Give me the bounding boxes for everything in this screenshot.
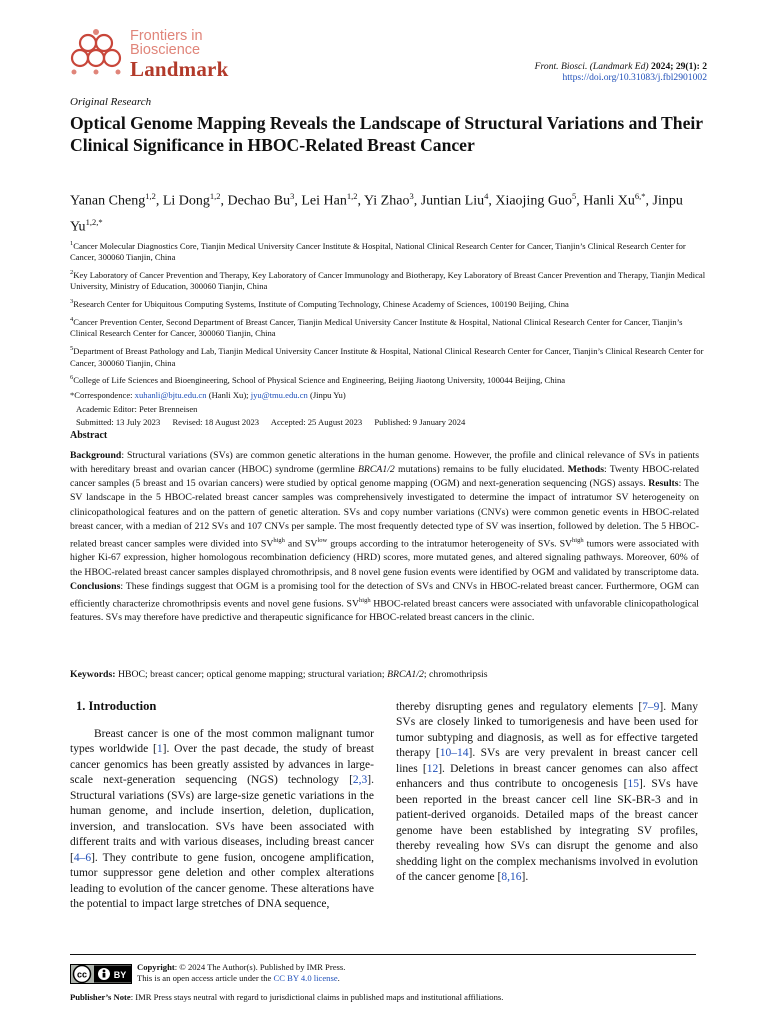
date-published: Published: 9 January 2024 (374, 417, 466, 428)
affiliation-number: 1 (70, 240, 74, 247)
affiliation-number: 4 (70, 316, 74, 324)
affiliation-item (70, 343, 710, 369)
publication-dates (70, 417, 710, 428)
author-name: Yi Zhao (363, 193, 410, 209)
journal-logo (68, 26, 268, 82)
footer-divider (70, 954, 696, 955)
affiliation-item (70, 372, 710, 386)
author-affiliation-marker: 6,* (634, 191, 646, 201)
email-link-yu[interactable]: jyu@tmu.edu.cn (250, 390, 308, 401)
journal-info (535, 61, 707, 83)
paragraph-text: ]. (521, 870, 529, 883)
citation-link[interactable]: 7–9 (642, 701, 660, 713)
author-name: Li Dong (162, 193, 210, 209)
author-affiliation-marker: 1,2,* (85, 216, 103, 227)
abstract-heading: Abstract (70, 430, 108, 441)
date-accepted: Accepted: 25 August 2023 (270, 417, 363, 428)
intro-column-left (70, 727, 374, 912)
paragraph-text: Breast cancer is one of the most common malignant tumor types worldwide [ (70, 728, 374, 756)
intro-column-right (396, 700, 698, 885)
author-name: Dechao Bu (227, 193, 291, 209)
affiliation-text: Research Center for Ubiquitous Computing Systems, Institute of Computing Technology, Chinese Academy of Sciences, 100190 Beijing, China (73, 299, 569, 310)
cc-by-license-icon (70, 964, 132, 984)
citation-link[interactable]: 4–6 (73, 851, 92, 864)
publisher-note: Publisher’s Note: IMR Press stays neutral with regard to jurisdictional claims in published maps and institutional affiliations. (70, 992, 504, 1002)
author-affiliation-marker: 3 (290, 191, 295, 201)
affiliation-item (70, 267, 710, 293)
citation-link[interactable]: 2,3 (352, 774, 368, 787)
author-affiliation-marker: 3 (409, 191, 414, 201)
logo-text-landmark: Landmark (130, 57, 229, 81)
abstract-body: Background: Structural variations (SVs) are common genetic alterations in the human genome. However, the profile and clinical relevance of SVs in patients with hereditary breast and ovarian cancer (HBOC) syndrome (germline BRCA1/2 mutations) remains to be fully elucidated. Methods: Twenty HBOC-related cancer samples (5 breast and 15 ovarian cancers) were studied by optical genome mapping (OGM) and next-generation sequencing (NGS) assays. Results: The SV landscape in the 5 HBOC-related breast cancer samples was comprehensively investigated to determine the impact of intratumor SV heterogeneity on clinicopathological features and on the pattern of genetic alteration. SVs and copy number variations (CNVs) were common genetic events in HBOC-related breast cancer, with a median of 212 SVs and 107 CNVs per sample. The most frequently detected type of SV was insertion, followed by deletion. The 5 HBOC-related breast cancer samples were divided into $SV^{high}$ and $SV^{low}$ groups according to the intratumor heterogeneity of SVs. $SV^{high}$ tumors were associated with higher Ki-67 expression, higher homologous recombination deficiency (HRD) scores, more mutated genes, and altered signaling pathways. Moreover, 60% of the HBOC-related breast cancer samples displayed chromothripsis, and 8 novel gene fusion events were identified by OGM and validated by transcriptome data. Conclusions: These findings suggest that OGM is a promising tool for the detection of SVs and CNVs in HBOC-related breast cancer. Furthermore, OGM can efficiently characterize chromothripsis events and novel gene fusions. $SV^{high}$ HBOC-related breast cancers were associated with unfavorable clinicopathological features. SVs may therefore have predictive and therapeutic significance for HBOC-related breast cancers in the clinic. (70, 450, 699, 624)
affiliation-item (70, 296, 710, 310)
author-affiliation-marker: 1,2 (209, 191, 221, 201)
date-submitted: Submitted: 13 July 2023 (76, 417, 161, 428)
journal-citation: Front. Biosci. (Landmark Ed) 2024; 29(1): 2 (534, 61, 707, 72)
author-affiliation-marker: 4 (484, 191, 489, 201)
paragraph-text: ]. They contribute to gene fusion, oncogene amplification, tumor suppressor gene deletion and other complex alterations leading to evolution of the cancer genome. These alterations have the potential to impact large stretches of DNA sequence, (70, 851, 374, 910)
affiliation-number: 5 (70, 345, 74, 353)
affiliation-text: Cancer Molecular Diagnostics Core, Tianjin Medical University Cancer Institute & Hospital, National Clinical Research Center for Cancer, Tianjin’s Clinical Research Center for Cancer, 300060 Tianjin, China (70, 240, 686, 263)
paragraph-text: ]. Structural variations (SVs) are large-size genetic variations in the human genome, and include insertion, deletion, duplication, inversion, and translocation. SVs have been associated with different traits and with various diseases, including breast cancer [ (70, 774, 374, 864)
license-link[interactable]: CC BY 4.0 license (273, 973, 338, 983)
affiliation-text: College of Life Sciences and Bioengineering, School of Physical Science and Engineering, Beijing Jiaotong University, 100044 Beijing, China (73, 375, 566, 386)
affiliation-number: 3 (70, 298, 74, 306)
affiliation-text: Key Laboratory of Cancer Prevention and Therapy, Key Laboratory of Cancer Immunology and Biotherapy, Key Laboratory of Breast Cancer Prevention and Therapy, Tianjin Medical University, Ministry of Education, 300060 Tianjin, China (70, 270, 706, 292)
keywords: Keywords: HBOC; breast cancer; optical genome mapping; structural variation; BRCA1/2; chromothripsis (70, 669, 488, 680)
paragraph-text: ]. SVs have been reported in the breast cancer cell line SK-BR-3 and in patient-derived organoids. Detailed maps of the breast cancer genome have been established by integrating SV profiles, thereby revealing how SVs can disrupt the genome and also shedding light on the complex mechanisms involved in evolution of the cancer genome [ (396, 778, 698, 883)
author-name: Lei Han (301, 193, 347, 209)
affiliation-number: 6 (70, 374, 74, 382)
svg-text:cc: cc (76, 969, 88, 980)
author-affiliation-marker: 1,2 (346, 191, 358, 201)
author-affiliation-marker: 1,2 (145, 191, 156, 201)
logo-text-bioscience: Bioscience (130, 42, 201, 58)
paragraph-text: ]. Over the past decade, the study of breast cancer genomics has been greatly assisted by advances in large-scale next-generation sequencing (NGS) technology [ (70, 743, 374, 787)
paragraph-text: ]. SVs are very prevalent in breast cancer cell lines [ (396, 747, 698, 775)
affiliation-number: 2 (70, 269, 74, 277)
paper-title: Optical Genome Mapping Reveals the Landscape of Structural Variations and Their Clinical Significance in HBOC-Related Breast Cancer (70, 113, 703, 155)
paragraph-text: ]. Deletions in breast cancer genomes can also affect enhancers and thus contribute to oncogenesis [ (396, 762, 698, 791)
affiliations (70, 238, 710, 428)
citation-link[interactable]: 10–14 (439, 747, 469, 760)
paragraph-text: ]. Many SVs are closely linked to tumorigenesis and have been used for tumor subtyping and diagnosis, as well as for effective targeted therapy [ (396, 701, 698, 760)
paragraph-text: thereby disrupting genes and regulatory elements [ (396, 701, 643, 713)
citation-link[interactable]: 12 (426, 762, 439, 775)
section-heading-introduction: 1. Introduction (76, 699, 157, 713)
author-name: Juntian Liu (420, 193, 485, 209)
citation-link[interactable]: 8,16 (501, 870, 522, 883)
date-revised: Revised: 18 August 2023 (172, 417, 260, 428)
email-link-xu[interactable]: xuhanli@bjtu.edu.cn (134, 390, 207, 401)
doi-link[interactable]: https://doi.org/10.31083/j.fbl2901002 (562, 72, 707, 83)
citation-link[interactable]: 1 (156, 743, 163, 756)
logo-text-frontiers: Frontiers in (130, 28, 203, 44)
affiliation-text: Cancer Prevention Center, Second Department of Breast Cancer, Tianjin Medical University Cancer Institute & Hospital, National Clinical Research Center for Cancer, Tianjin’s Clinical Research Center for Cancer, 300060 Tianjin, China (70, 316, 683, 339)
copyright-notice: Copyright: © 2024 The Author(s). Published by IMR Press. This is an open access article under the CC BY 4.0 license. (137, 962, 346, 983)
academic-editor: Academic Editor: Peter Brenneisen (76, 403, 198, 414)
author-affiliation-marker: 5 (571, 191, 577, 201)
logo-mark-icon (68, 26, 126, 82)
svg-text:BY: BY (113, 970, 127, 980)
article-type: Original Research (70, 96, 152, 108)
author-name: Xiaojing Guo (495, 193, 572, 209)
author-name: Jinpu Yu (70, 193, 683, 235)
author-name: Yanan Cheng (70, 193, 146, 209)
author-name: Hanli Xu (583, 193, 635, 209)
affiliation-list (70, 238, 710, 387)
correspondence: *Correspondence: xuhanli@bjtu.edu.cn (Hanli Xu); jyu@tmu.edu.cn (Jinpu Yu) (70, 390, 346, 401)
author-list: Yanan Cheng$^{1,2}$, Li Dong$^{1,2}$, Dechao Bu$^3$, Lei Han$^{1,2}$, Yi Zhao$^3$, Juntian Liu$^4$, Xiaojing Guo$^5$, Hanli $Xu^{6,*}$, Jinpu $Yu^{1,2,*}$ (70, 191, 683, 235)
citation-link[interactable]: 15 (627, 778, 640, 791)
affiliation-item (70, 238, 710, 264)
affiliation-text: Department of Breast Pathology and Lab, Tianjin Medical University Cancer Institute & Hospital, National Clinical Research Center for Cancer, Tianjin’s Clinical Research Center for Cancer, 300060 Tianjin, China (70, 346, 704, 368)
affiliation-item (70, 314, 710, 340)
